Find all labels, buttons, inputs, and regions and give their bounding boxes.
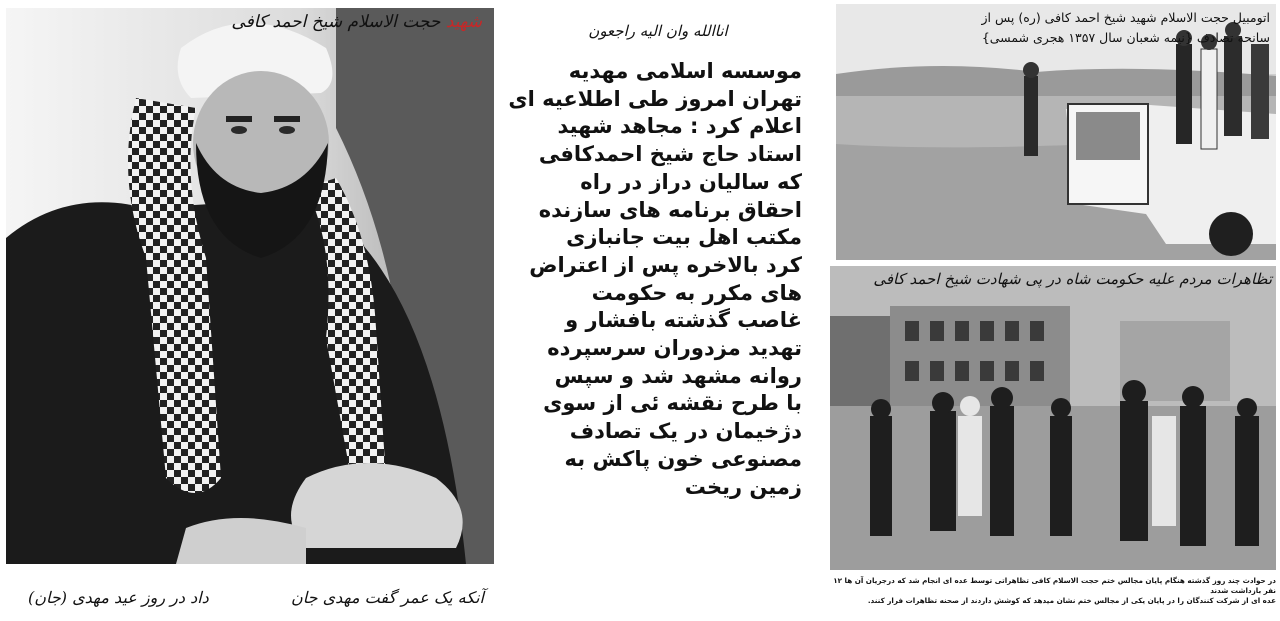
article-line: زمین ریخت — [684, 474, 802, 499]
article-line: روانه مشهد شد و سپس — [554, 363, 802, 388]
caption-title-text: حجت الاسلام شیخ احمد کافی — [231, 12, 446, 32]
article-line: احقاق برنامه های سازنده — [538, 197, 802, 222]
article-line: تهران امروز طی اطلاعیه ای — [508, 86, 802, 111]
demonstration-photo — [830, 266, 1276, 570]
demonstration-caption — [830, 576, 1276, 606]
article-line: مکتب اهل بیت جانبازی — [566, 225, 802, 250]
car-caption-line-1: اتومبیل حجت الاسلام شهید شیخ احمد کافی (ره) پس از — [981, 10, 1270, 25]
article-line: غاصب گذشته بافشار و — [565, 308, 802, 333]
article-line: استاد حاج شیخ احمدکافی — [538, 142, 802, 167]
portrait-photo — [6, 8, 494, 564]
article-line: کرد بالاخره پس از اعتراض — [529, 252, 802, 277]
portrait-poem — [14, 588, 484, 614]
article-line: با طرح نقشه ئی از سوی — [543, 391, 802, 416]
article-line: تهدید مزدوران سرسپرده — [547, 336, 802, 361]
article-line: دژخیمان در یک تصادف — [569, 419, 802, 444]
article-line: اعلام کرد : مجاهد شهید — [557, 114, 802, 139]
demonstration-image — [830, 266, 1276, 570]
article-line: مصنوعی خون پاکش به — [564, 446, 802, 471]
portrait-caption-top — [12, 12, 482, 32]
article-line: های مکرر به حکومت — [591, 280, 802, 305]
demonstration-title: تظاهرات مردم علیه حکومت شاه در پی شهادت شیخ احمد کافی — [873, 270, 1272, 288]
demo-caption-line-2: عده ای از شرکت کنندگان را در پایان یکی از مجالس ختم نشان میدهد که کوشش داردند از صحنه تظاهرات فرار کنند. — [867, 596, 1276, 605]
newspaper-heading: اناالله وان الیه راجعون — [588, 22, 728, 40]
car-photo-caption — [842, 8, 1270, 48]
portrait-image — [6, 8, 494, 564]
caption-accent-word: شهید — [445, 12, 482, 32]
poem-line-right: آنکه یک عمر گفت مهدی جان — [291, 588, 484, 607]
car-caption-line-2: سانحه تصادف {نیمه شعبان سال ۱۳۵۷ هجری شمسی} — [981, 30, 1270, 45]
article-line: که سالیان دراز در راه — [580, 169, 802, 194]
newspaper-article — [508, 58, 802, 501]
demo-caption-line-1: در حوادث چند روز گذشته هنگام پایان مجالس ختم حجت الاسلام کافی تظاهراتی توسط عده ای انجام شد که درجریان آن ها ۱۲ نفر بازداشت شدند — [833, 576, 1276, 595]
poem-line-left: داد در روز عید مهدی (جان) — [28, 588, 209, 607]
article-line: موسسه اسلامی مهدیه — [568, 59, 802, 83]
